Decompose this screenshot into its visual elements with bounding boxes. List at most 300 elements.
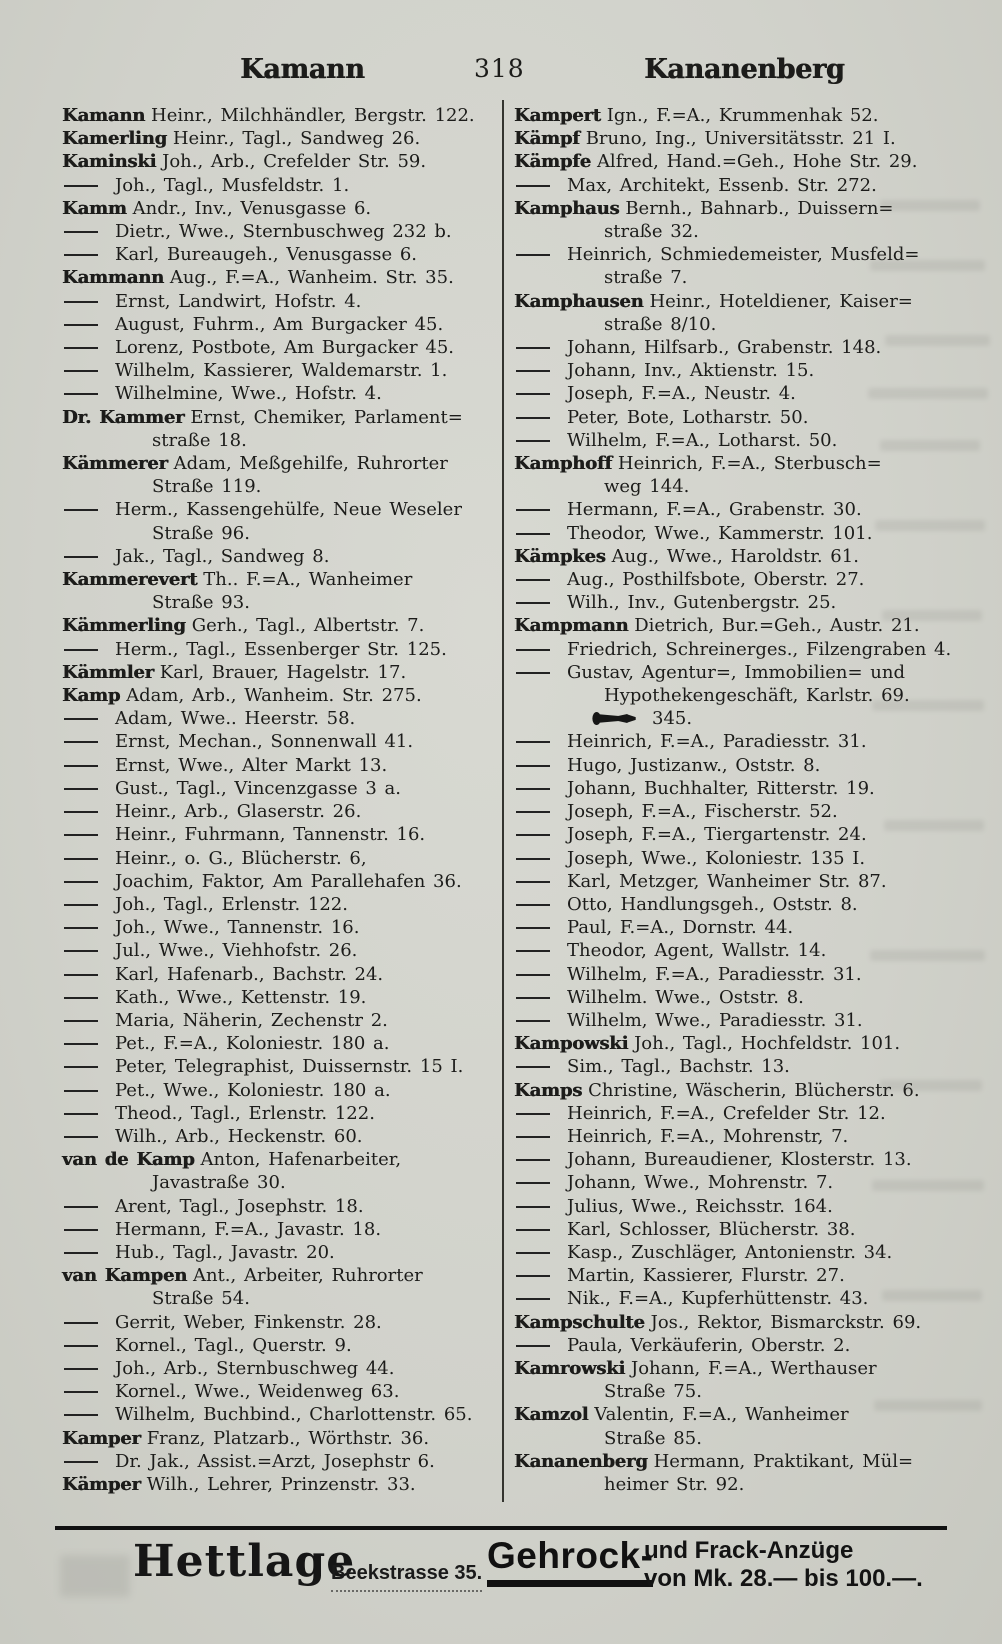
directory-entry bbox=[514, 870, 944, 893]
entry-text: Jul., Wwe., Viehhofstr. 26. bbox=[115, 940, 358, 962]
entry-dash-marker bbox=[516, 1066, 550, 1068]
entry-text: Wilh., Inv., Gutenbergstr. 25. bbox=[567, 592, 837, 614]
entry-dash-marker bbox=[64, 324, 98, 326]
entry-dash-marker bbox=[516, 1113, 550, 1115]
entry-text: Theodor, Agent, Wallstr. 14. bbox=[567, 940, 827, 962]
directory-entry bbox=[514, 1125, 944, 1148]
directory-entry bbox=[62, 963, 500, 986]
telephone-receiver-icon bbox=[592, 710, 638, 727]
entry-dash-marker bbox=[64, 254, 98, 256]
directory-entry bbox=[62, 1264, 500, 1287]
entry-dash-marker bbox=[64, 1252, 98, 1254]
directory-entry bbox=[514, 1264, 944, 1287]
directory-entry bbox=[514, 1055, 944, 1078]
directory-entry bbox=[62, 127, 500, 150]
directory-entry bbox=[514, 916, 944, 939]
entry-dash-marker bbox=[64, 1229, 98, 1231]
entry-text: Heinrich, Schmiedemeister, Musfeld= bbox=[567, 244, 920, 266]
directory-entry bbox=[514, 498, 944, 521]
directory-entry bbox=[62, 1218, 500, 1241]
bleedthrough-smudge bbox=[882, 1290, 982, 1301]
directory-entry bbox=[62, 1148, 500, 1171]
entry-text: Andr., Inv., Venusgasse 6. bbox=[132, 197, 372, 219]
entry-dash-marker bbox=[516, 1206, 550, 1208]
directory-entry bbox=[514, 1287, 944, 1310]
entry-dash-marker bbox=[516, 927, 550, 929]
directory-entry bbox=[62, 684, 500, 707]
entry-text: Joh., Tagl., Musfeldstr. 1. bbox=[115, 174, 350, 196]
directory-entry bbox=[514, 1032, 944, 1055]
entry-dash-marker bbox=[64, 556, 98, 558]
entry-text: Maria, Näherin, Zechenstr 2. bbox=[115, 1009, 388, 1031]
entry-surname: Kampowski bbox=[514, 1033, 629, 1055]
entry-continuation: Straße 93. bbox=[152, 592, 250, 614]
entry-dash-marker bbox=[516, 997, 550, 999]
directory-entry bbox=[514, 1450, 944, 1473]
entry-continuation: Straße 54. bbox=[152, 1288, 250, 1310]
directory-entry bbox=[514, 359, 944, 382]
directory-entry bbox=[62, 1357, 500, 1380]
entry-surname: Kämpfe bbox=[514, 151, 591, 173]
ad-address: Beekstrasse 35. bbox=[331, 1562, 482, 1592]
header-right-keyword: Kananenberg bbox=[644, 54, 845, 85]
directory-entry bbox=[514, 336, 944, 359]
directory-entry bbox=[62, 1032, 500, 1055]
entry-surname: Kaminski bbox=[62, 151, 157, 173]
phone-number: 345. bbox=[652, 708, 693, 730]
entry-text: Otto, Handlungsgeh., Oststr. 8. bbox=[567, 893, 858, 915]
entry-text: Karl, Hafenarb., Bachstr. 24. bbox=[115, 963, 384, 985]
entry-dash-marker bbox=[516, 440, 550, 442]
directory-entry bbox=[62, 104, 500, 127]
ad-product-rest: und Frack-Anzüge bbox=[644, 1537, 854, 1564]
entry-text: Ernst, Chemiker, Parlament= bbox=[190, 406, 463, 428]
entry-dash-marker bbox=[64, 649, 98, 651]
entry-text: Paula, Verkäuferin, Oberstr. 2. bbox=[567, 1334, 851, 1356]
entry-text: Sim., Tagl., Bachstr. 13. bbox=[567, 1056, 790, 1078]
entry-dash-marker bbox=[516, 533, 550, 535]
entry-text: August, Fuhrm., Am Burgacker 45. bbox=[115, 313, 444, 335]
entry-dash-marker bbox=[516, 765, 550, 767]
entry-surname: Kamps bbox=[514, 1079, 583, 1101]
entry-text: Joh., Arb., Sternbuschweg 44. bbox=[115, 1357, 395, 1379]
entry-surname: Dr. Kammer bbox=[62, 406, 185, 428]
directory-entry bbox=[514, 1357, 944, 1380]
entry-text: Julius, Wwe., Reichsstr. 164. bbox=[567, 1195, 833, 1217]
entry-text: Heinrich, F.=A., Mohrenstr, 7. bbox=[567, 1125, 849, 1147]
entry-text: Hugo, Justizanw., Oststr. 8. bbox=[567, 754, 821, 776]
directory-entry bbox=[62, 777, 500, 800]
entry-dash-marker bbox=[64, 765, 98, 767]
directory-entry bbox=[62, 336, 500, 359]
directory-entry bbox=[514, 754, 944, 777]
entry-dash-marker bbox=[64, 1066, 98, 1068]
directory-entry bbox=[62, 893, 500, 916]
entry-text: Aug., F.=A., Wanheim. Str. 35. bbox=[169, 267, 454, 289]
entry-dash-marker bbox=[64, 1322, 98, 1324]
right-column bbox=[514, 104, 952, 1496]
entry-text: Ant., Arbeiter, Ruhrorter bbox=[192, 1265, 423, 1287]
directory-entry bbox=[62, 730, 500, 753]
entry-text: Heinr., Milchhändler, Bergstr. 122. bbox=[151, 105, 475, 126]
directory-entry bbox=[514, 847, 944, 870]
entry-dash-marker bbox=[64, 718, 98, 720]
bleedthrough-smudge bbox=[880, 440, 980, 451]
entry-text: Karl, Schlosser, Blücherstr. 38. bbox=[567, 1218, 856, 1240]
entry-dash-marker bbox=[64, 974, 98, 976]
entry-surname: Kämpf bbox=[514, 128, 580, 150]
entry-text: Hermann, F.=A., Javastr. 18. bbox=[115, 1218, 382, 1240]
entry-text: Adam, Wwe.. Heerstr. 58. bbox=[115, 708, 356, 730]
entry-continuation: straße 32. bbox=[604, 221, 699, 243]
entry-text: Joh., Arb., Crefelder Str. 59. bbox=[162, 151, 427, 173]
entry-text: Gerrit, Weber, Finkenstr. 28. bbox=[115, 1311, 382, 1333]
entry-dash-marker bbox=[64, 1090, 98, 1092]
directory-entry bbox=[62, 1102, 500, 1125]
directory-entry bbox=[62, 359, 500, 382]
directory-entry bbox=[62, 1473, 500, 1496]
entry-dash-marker bbox=[64, 1136, 98, 1138]
directory-entry bbox=[514, 777, 944, 800]
directory-entry bbox=[62, 916, 500, 939]
directory-entry bbox=[514, 545, 944, 568]
entry-continuation: Straße 85. bbox=[604, 1427, 702, 1449]
bleedthrough-smudge bbox=[868, 388, 988, 399]
entry-text: Heinrich, F.=A., Paradiesstr. 31. bbox=[567, 731, 867, 753]
directory-entry bbox=[514, 661, 944, 684]
entry-surname: Kammerevert bbox=[62, 569, 198, 591]
directory-entry bbox=[62, 150, 500, 173]
directory-entry bbox=[62, 243, 500, 266]
entry-surname: Kamrowski bbox=[514, 1357, 625, 1379]
entry-text: Theodor, Wwe., Kammerstr. 101. bbox=[567, 522, 873, 544]
directory-entry bbox=[62, 1380, 500, 1403]
entry-text: Wilhelm, Buchbind., Charlottenstr. 65. bbox=[115, 1404, 473, 1426]
entry-text: Kath., Wwe., Kettenstr. 19. bbox=[115, 986, 367, 1008]
entry-continuation: Straße 75. bbox=[604, 1381, 702, 1403]
directory-entry bbox=[514, 1009, 944, 1032]
entry-surname: Kammann bbox=[62, 267, 164, 289]
entry-dash-marker bbox=[64, 858, 98, 860]
footer-rule bbox=[55, 1526, 947, 1530]
entry-surname: van Kampen bbox=[62, 1265, 187, 1287]
entry-text: Aug., Posthilfsbote, Oberstr. 27. bbox=[567, 569, 865, 591]
entry-dash-marker bbox=[516, 649, 550, 651]
directory-entry bbox=[514, 823, 944, 846]
entry-continuation: Straße 96. bbox=[152, 522, 250, 544]
directory-entry bbox=[514, 1148, 944, 1171]
directory-entry bbox=[62, 847, 500, 870]
directory-entry bbox=[62, 986, 500, 1009]
entry-dash-marker bbox=[64, 834, 98, 836]
entry-dash-marker bbox=[516, 1136, 550, 1138]
entry-dash-marker bbox=[516, 974, 550, 976]
directory-entry bbox=[514, 614, 944, 637]
entry-dash-marker bbox=[516, 834, 550, 836]
directory-entry bbox=[514, 452, 944, 475]
directory-entry bbox=[62, 382, 500, 405]
entry-text: Johann, Inv., Aktienstr. 15. bbox=[567, 360, 815, 382]
entry-text: Joh., Wwe., Tannenstr. 16. bbox=[115, 917, 360, 939]
entry-dash-marker bbox=[64, 1368, 98, 1370]
entry-text: Peter, Bote, Lotharstr. 50. bbox=[567, 406, 809, 428]
directory-entry bbox=[514, 1311, 944, 1334]
directory-entry bbox=[514, 127, 944, 150]
directory-entry bbox=[62, 823, 500, 846]
entry-text: Heinr., Hoteldiener, Kaiser= bbox=[649, 290, 913, 312]
directory-entry bbox=[62, 266, 500, 289]
entry-dash-marker bbox=[516, 1020, 550, 1022]
entry-dash-marker bbox=[516, 950, 550, 952]
entry-text: Herm., Kassengehülfe, Neue Weseler bbox=[115, 499, 462, 521]
directory-entry bbox=[62, 406, 500, 429]
directory-entry bbox=[62, 1311, 500, 1334]
directory-entry bbox=[62, 870, 500, 893]
entry-text: Hermann, F.=A., Grabenstr. 30. bbox=[567, 499, 862, 521]
entry-dash-marker bbox=[516, 904, 550, 906]
entry-text: Heinr., o. G., Blücherstr. 6, bbox=[115, 847, 367, 869]
entry-surname: van de Kamp bbox=[62, 1149, 195, 1171]
entry-continuation: straße 18. bbox=[152, 429, 247, 451]
entry-text: Jos., Rektor, Bismarckstr. 69. bbox=[650, 1311, 922, 1333]
entry-text: Heinr., Tagl., Sandweg 26. bbox=[172, 128, 421, 150]
entry-dash-marker bbox=[516, 185, 550, 187]
entry-text: Aug., Wwe., Haroldstr. 61. bbox=[611, 545, 859, 567]
entry-dash-marker bbox=[64, 1391, 98, 1393]
entry-text: Heinrich, F.=A., Sterbusch= bbox=[617, 453, 882, 475]
directory-entry bbox=[62, 1009, 500, 1032]
entry-text: Lorenz, Postbote, Am Burgacker 45. bbox=[115, 337, 455, 359]
entry-dash-marker bbox=[64, 231, 98, 233]
entry-dash-marker bbox=[516, 579, 550, 581]
entry-dash-marker bbox=[516, 509, 550, 511]
entry-text: Joachim, Faktor, Am Parallehafen 36. bbox=[115, 870, 462, 892]
entry-surname: Kampschulte bbox=[514, 1311, 645, 1333]
directory-entry bbox=[62, 1055, 500, 1078]
entry-text: Jak., Tagl., Sandweg 8. bbox=[115, 545, 330, 567]
ad-brand: Hettlage bbox=[133, 1536, 356, 1587]
directory-entry bbox=[62, 939, 500, 962]
entry-surname: Kamzol bbox=[514, 1404, 589, 1426]
directory-entry bbox=[62, 638, 500, 661]
entry-surname: Kamann bbox=[62, 105, 145, 126]
entry-text: Johann, Buchhalter, Ritterstr. 19. bbox=[567, 777, 875, 799]
bleedthrough-smudge bbox=[885, 335, 990, 346]
entry-text: Pet., Wwe., Koloniestr. 180 a. bbox=[115, 1079, 391, 1101]
entry-text: Joh., Tagl., Hochfeldstr. 101. bbox=[634, 1033, 901, 1055]
directory-entry bbox=[62, 661, 500, 684]
entry-text: Hermann, Praktikant, Mül= bbox=[653, 1450, 914, 1472]
bleedthrough-smudge bbox=[880, 200, 980, 211]
left-column bbox=[62, 104, 500, 1496]
directory-entry bbox=[514, 290, 944, 313]
entry-dash-marker bbox=[516, 1275, 550, 1277]
directory-entry bbox=[514, 1241, 944, 1264]
entry-text: Johann, Hilfsarb., Grabenstr. 148. bbox=[567, 337, 882, 359]
entry-text: Paul, F.=A., Dornstr. 44. bbox=[567, 917, 794, 939]
entry-dash-marker bbox=[516, 1252, 550, 1254]
bleedthrough-smudge bbox=[880, 1080, 982, 1091]
entry-text: Heinr., Arb., Glaserstr. 26. bbox=[115, 801, 362, 823]
entry-text: Wilhelm, F.=A., Lotharst. 50. bbox=[567, 429, 838, 451]
bleedthrough-smudge bbox=[60, 1555, 130, 1597]
entry-dash-marker bbox=[64, 997, 98, 999]
directory-entry bbox=[62, 1403, 500, 1426]
entry-continuation: Javastraße 30. bbox=[152, 1172, 286, 1194]
entry-text: Dietr., Wwe., Sternbuschweg 232 b. bbox=[115, 221, 452, 243]
entry-text: Peter, Telegraphist, Duissernstr. 15 I. bbox=[115, 1056, 464, 1078]
directory-entry bbox=[514, 1102, 944, 1125]
entry-text: Gustav, Agentur=, Immobilien= und bbox=[567, 661, 906, 683]
entry-dash-marker bbox=[516, 811, 550, 813]
entry-dash-marker bbox=[516, 347, 550, 349]
directory-entry bbox=[62, 1450, 500, 1473]
entry-dash-marker bbox=[516, 858, 550, 860]
entry-dash-marker bbox=[64, 927, 98, 929]
page-number: 318 bbox=[474, 54, 525, 83]
bleedthrough-smudge bbox=[870, 950, 985, 961]
entry-surname: Kämmerling bbox=[62, 615, 186, 637]
directory-entry bbox=[514, 1334, 944, 1357]
directory-entry bbox=[62, 707, 500, 730]
entry-text: Bernh., Bahnarb., Duissern= bbox=[625, 197, 894, 219]
entry-continuation: straße 8/10. bbox=[604, 313, 717, 335]
directory-entry bbox=[514, 568, 944, 591]
directory-entry bbox=[514, 406, 944, 429]
entry-dash-marker bbox=[516, 741, 550, 743]
entry-dash-marker bbox=[64, 347, 98, 349]
directory-entry bbox=[514, 1195, 944, 1218]
entry-dash-marker bbox=[516, 672, 550, 674]
entry-surname: Kamphaus bbox=[514, 197, 620, 219]
entry-dash-marker bbox=[64, 950, 98, 952]
directory-entry bbox=[62, 174, 500, 197]
directory-entry bbox=[62, 545, 500, 568]
entry-surname: Kämpkes bbox=[514, 545, 606, 567]
directory-entry bbox=[62, 498, 500, 521]
directory-entry bbox=[62, 1241, 500, 1264]
directory-entry bbox=[514, 591, 944, 614]
entry-text: Franz, Platzarb., Wörthstr. 36. bbox=[146, 1427, 430, 1449]
entry-dash-marker bbox=[64, 1461, 98, 1463]
entry-text: Friedrich, Schreinerges., Filzengraben 4. bbox=[567, 638, 952, 660]
entry-text: Johann, Bureaudiener, Klosterstr. 13. bbox=[567, 1149, 912, 1171]
directory-entry bbox=[514, 963, 944, 986]
entry-dash-marker bbox=[64, 741, 98, 743]
header-left-keyword: Kamann bbox=[240, 54, 365, 85]
entry-text: Max, Architekt, Essenb. Str. 272. bbox=[567, 174, 877, 196]
directory-entry bbox=[514, 986, 944, 1009]
entry-text: Alfred, Hand.=Geh., Hohe Str. 29. bbox=[596, 151, 918, 173]
entry-text: Wilhelm, Kassierer, Waldemarstr. 1. bbox=[115, 360, 448, 382]
entry-dash-marker bbox=[64, 393, 98, 395]
entry-text: Wilh., Arb., Heckenstr. 60. bbox=[115, 1125, 363, 1147]
entry-dash-marker bbox=[64, 1020, 98, 1022]
directory-entry bbox=[62, 1334, 500, 1357]
entry-text: Adam, Arb., Wanheim. Str. 275. bbox=[126, 685, 422, 707]
entry-continuation: weg 144. bbox=[604, 476, 690, 498]
entry-dash-marker bbox=[64, 1206, 98, 1208]
entry-text: Karl, Metzger, Wanheimer Str. 87. bbox=[567, 870, 887, 892]
entry-text: Dietrich, Bur.=Geh., Austr. 21. bbox=[634, 615, 920, 637]
entry-dash-marker bbox=[64, 1345, 98, 1347]
entry-dash-marker bbox=[516, 788, 550, 790]
ad-product-main: Gehrock- bbox=[487, 1535, 653, 1587]
directory-entry bbox=[514, 893, 944, 916]
entry-text: Heinr., Fuhrmann, Tannenstr. 16. bbox=[115, 824, 426, 846]
directory-entry bbox=[62, 452, 500, 475]
entry-text: Christine, Wäscherin, Blücherstr. 6. bbox=[588, 1079, 920, 1101]
entry-dash-marker bbox=[64, 509, 98, 511]
entry-text: Valentin, F.=A., Wanheimer bbox=[594, 1404, 849, 1426]
directory-entry bbox=[62, 1195, 500, 1218]
entry-surname: Kamphausen bbox=[514, 290, 644, 312]
entry-surname: Kampert bbox=[514, 105, 601, 126]
entry-text: Joseph, F.=A., Neustr. 4. bbox=[567, 383, 796, 405]
entry-text: Hub., Tagl., Javastr. 20. bbox=[115, 1241, 335, 1263]
entry-text: Nik., F.=A., Kupferhüttenstr. 43. bbox=[567, 1288, 869, 1310]
entry-text: Ernst, Wwe., Alter Markt 13. bbox=[115, 754, 388, 776]
directory-entry bbox=[514, 800, 944, 823]
entry-text: Karl, Bureaugeh., Venusgasse 6. bbox=[115, 244, 418, 266]
entry-text: Gerh., Tagl., Albertstr. 7. bbox=[191, 615, 425, 637]
entry-text: Heinrich, F.=A., Crefelder Str. 12. bbox=[567, 1102, 886, 1124]
entry-text: Pet., F.=A., Koloniestr. 180 a. bbox=[115, 1033, 390, 1055]
entry-text: Adam, Meßgehilfe, Ruhrorter bbox=[173, 453, 448, 475]
bleedthrough-smudge bbox=[884, 820, 984, 831]
entry-text: Wilhelm. Wwe., Oststr. 8. bbox=[567, 986, 804, 1008]
entry-dash-marker bbox=[516, 881, 550, 883]
bleedthrough-smudge bbox=[882, 610, 982, 621]
entry-surname: Kamper bbox=[62, 1427, 141, 1449]
entry-dash-marker bbox=[516, 602, 550, 604]
entry-surname: Kamerling bbox=[62, 128, 167, 150]
entry-dash-marker bbox=[516, 1229, 550, 1231]
directory-entry bbox=[62, 568, 500, 591]
entry-text: Ernst, Landwirt, Hofstr. 4. bbox=[115, 290, 362, 312]
entry-dash-marker bbox=[64, 1043, 98, 1045]
entry-text: Wilhelm, F.=A., Paradiesstr. 31. bbox=[567, 963, 862, 985]
entry-text: Ign., F.=A., Krummenhak 52. bbox=[606, 105, 879, 126]
entry-dash-marker bbox=[516, 393, 550, 395]
entry-text: Joseph, F.=A., Fischerstr. 52. bbox=[567, 801, 838, 823]
entry-surname: Kamphoff bbox=[514, 453, 612, 475]
entry-text: Arent, Tagl., Josephstr. 18. bbox=[115, 1195, 364, 1217]
directory-entry bbox=[514, 150, 944, 173]
entry-text: Bruno, Ing., Universitätsstr. 21 I. bbox=[585, 128, 896, 150]
entry-text: Johann, Wwe., Mohrenstr. 7. bbox=[567, 1172, 834, 1194]
entry-dash-marker bbox=[516, 370, 550, 372]
directory-entry bbox=[514, 638, 952, 661]
entry-dash-marker bbox=[64, 904, 98, 906]
entry-dash-marker bbox=[516, 1159, 550, 1161]
entry-continuation: heimer Str. 92. bbox=[604, 1473, 745, 1495]
directory-entry bbox=[62, 290, 500, 313]
entry-text: Kornel., Wwe., Weidenweg 63. bbox=[115, 1381, 400, 1403]
entry-surname: Kananenberg bbox=[514, 1450, 648, 1472]
column-divider bbox=[502, 100, 504, 1502]
directory-entry bbox=[62, 313, 500, 336]
entry-surname: Kamm bbox=[62, 197, 127, 219]
entry-dash-marker bbox=[64, 1113, 98, 1115]
entry-surname: Kämmler bbox=[62, 661, 154, 683]
ad-price: von Mk. 28.— bis 100.—. bbox=[644, 1565, 923, 1592]
entry-text: Joseph, F.=A., Tiergartenstr. 24. bbox=[567, 824, 867, 846]
entry-text: Kasp., Zuschläger, Antonienstr. 34. bbox=[567, 1241, 893, 1263]
directory-entry bbox=[62, 1125, 500, 1148]
entry-text: Gust., Tagl., Vincenzgasse 3 a. bbox=[115, 777, 401, 799]
entry-text: Martin, Kassierer, Flurstr. 27. bbox=[567, 1265, 845, 1287]
